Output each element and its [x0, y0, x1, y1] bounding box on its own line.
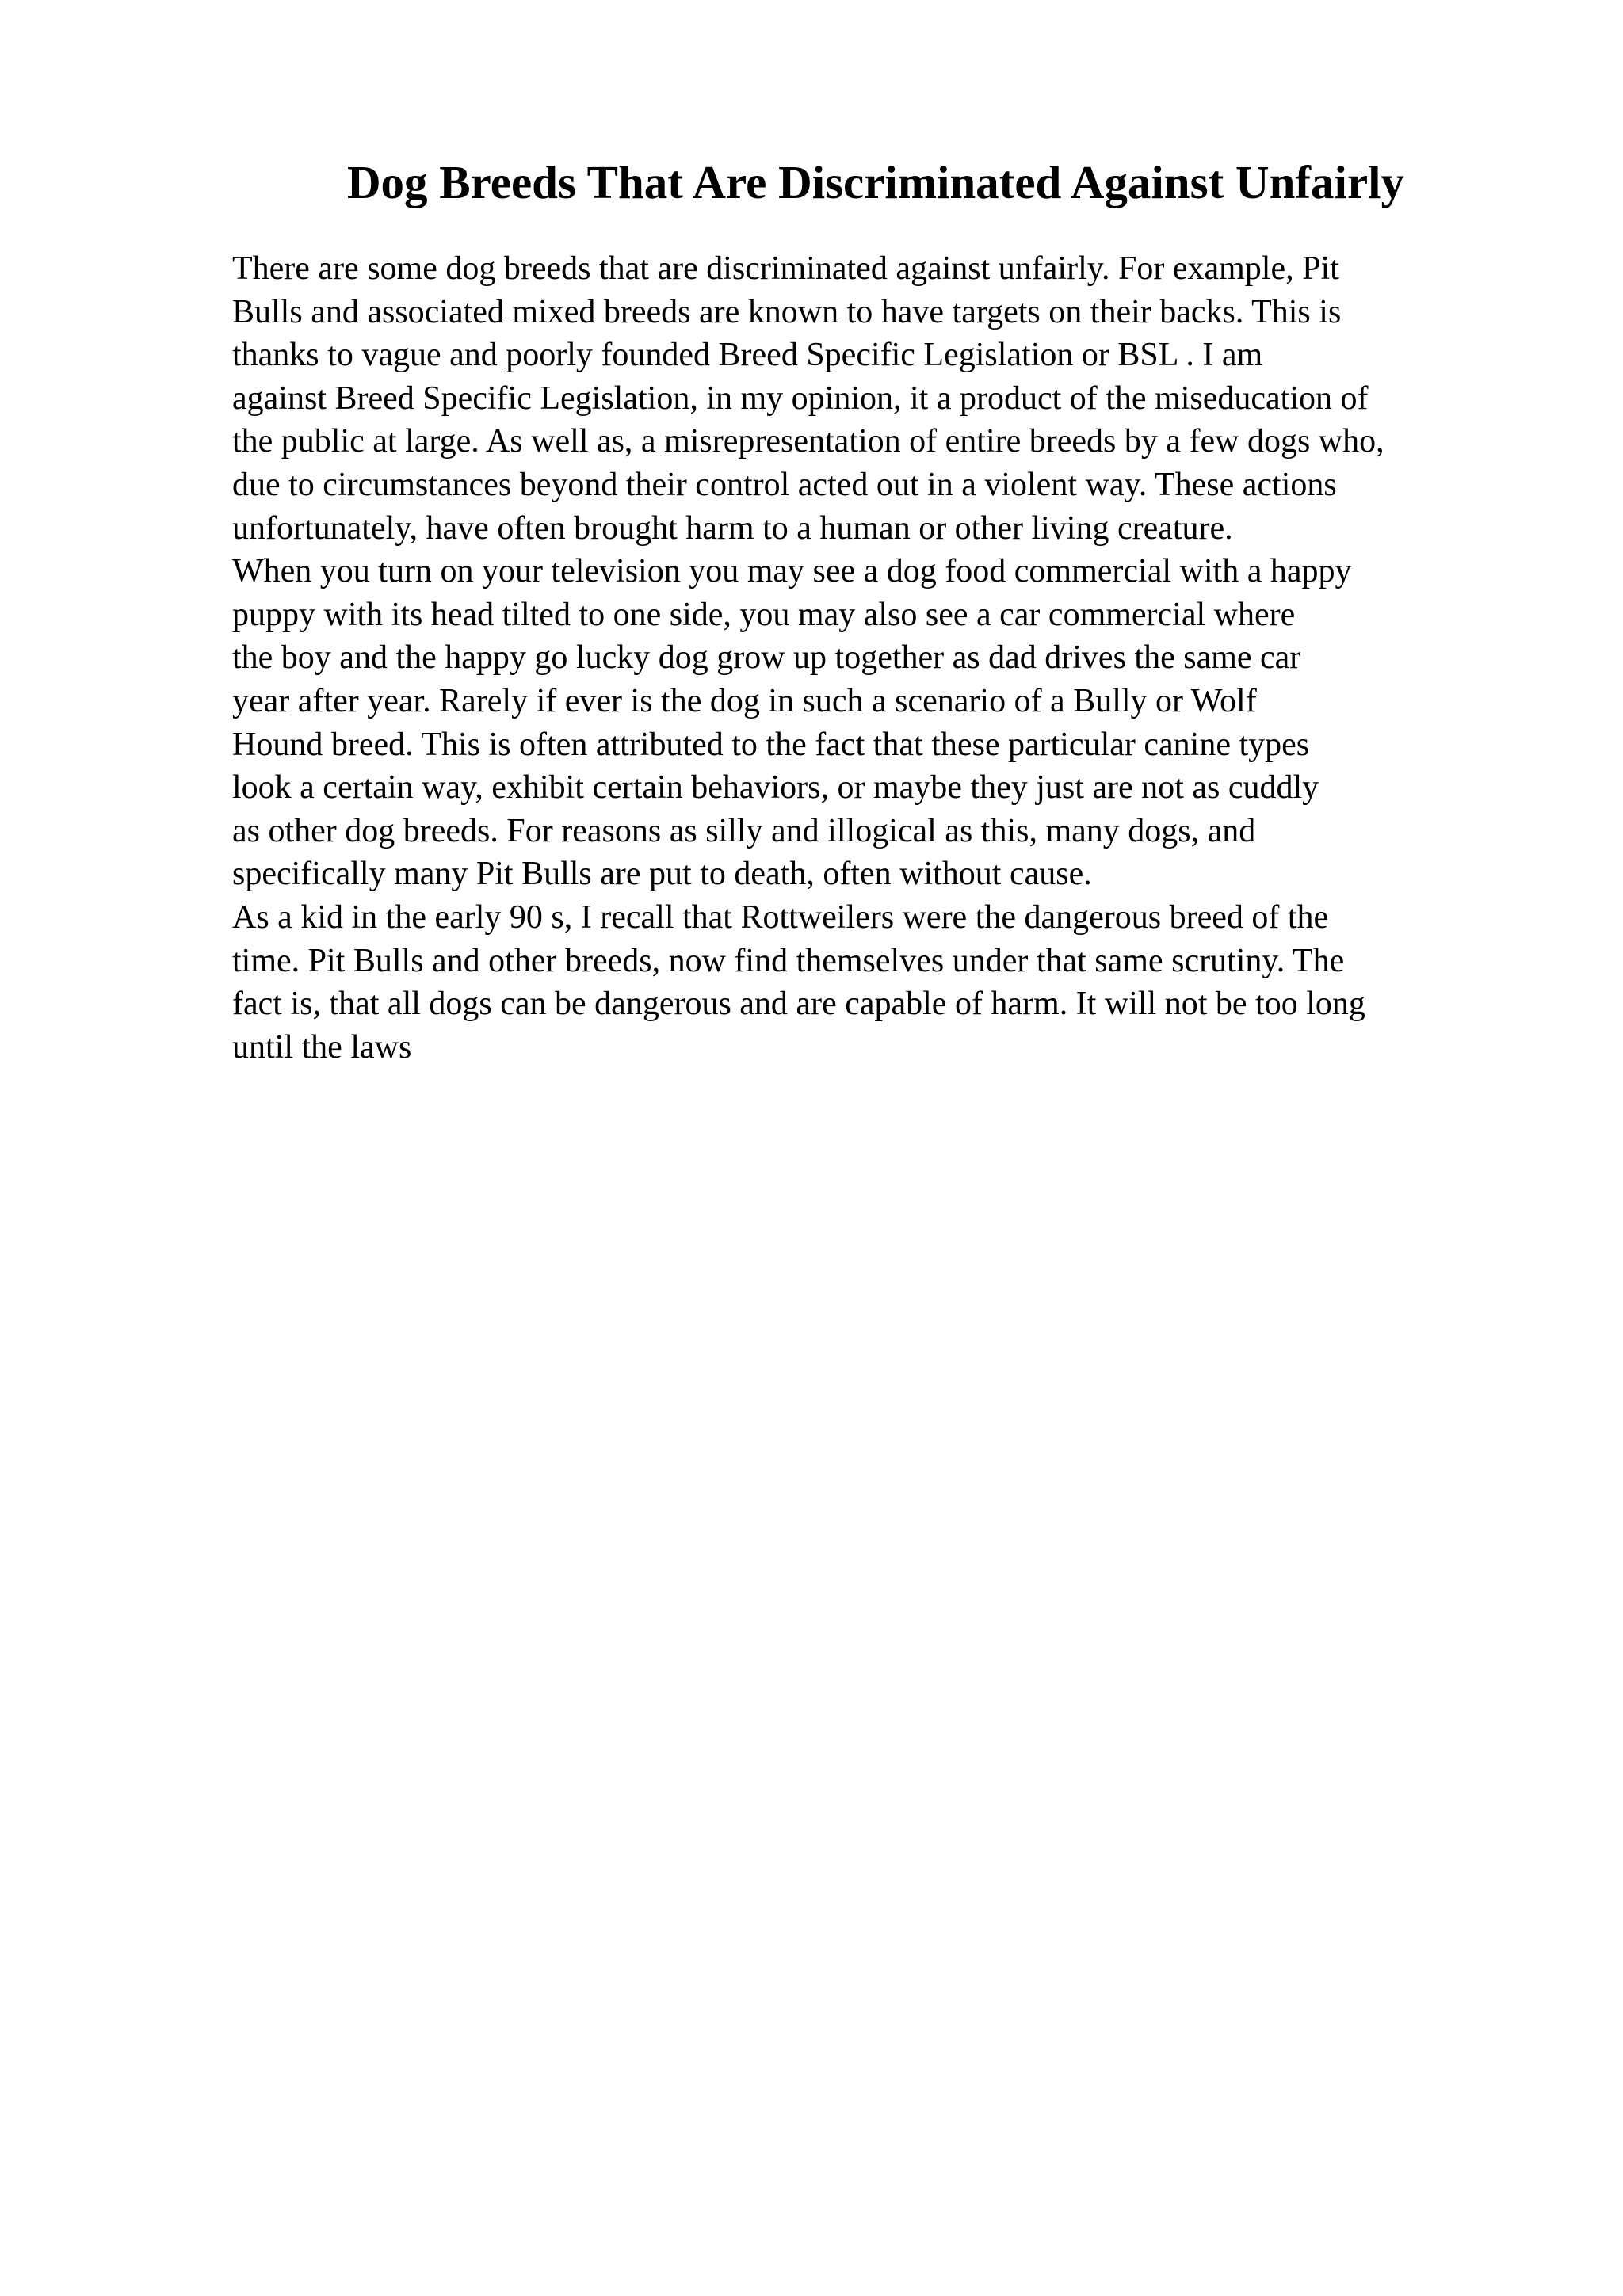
body-line: look a certain way, exhibit certain behaviors, or maybe they just are not as cuddly	[232, 769, 1319, 807]
body-line: thanks to vague and poorly founded Breed Specific Legislation or BSL . I am	[232, 337, 1263, 374]
body-line: unfortunately, have often brought harm to a human or other living creature.	[232, 509, 1233, 547]
body-line: as other dog breeds. For reasons as silly and illogical as this, many dogs, and	[232, 812, 1256, 849]
body-line: due to circumstances beyond their control acted out in a violent way. These actions	[232, 466, 1337, 503]
body-line: the public at large. As well as, a misrepresentation of entire breeds by a few dogs who,	[232, 423, 1384, 460]
body-line: time. Pit Bulls and other breeds, now find themselves under that same scrutiny. The	[232, 942, 1345, 979]
body-line: As a kid in the early 90 s, I recall that Rottweilers were the dangerous breed of the	[232, 898, 1329, 936]
body-line: Hound breed. This is often attributed to the fact that these particular canine types	[232, 726, 1310, 763]
document-title: Dog Breeds That Are Discriminated Against Unfairly	[346, 156, 1405, 208]
body-line: year after year. Rarely if ever is the dog in such a scenario of a Bully or Wolf	[232, 682, 1257, 719]
body-line: until the laws	[232, 1028, 412, 1066]
body-line: There are some dog breeds that are discriminated against unfairly. For example, Pit	[232, 250, 1339, 287]
body-line: specifically many Pit Bulls are put to death, often without cause.	[232, 856, 1092, 893]
body-line: fact is, that all dogs can be dangerous and are capable of harm. It will not be too long	[232, 986, 1365, 1023]
body-line: puppy with its head tilted to one side, you may also see a car commercial where	[232, 596, 1296, 633]
body-line: Bulls and associated mixed breeds are known to have targets on their backs. This is	[232, 293, 1342, 330]
body-line: When you turn on your television you may see a dog food commercial with a happy	[232, 553, 1352, 590]
body-line: the boy and the happy go lucky dog grow up together as dad drives the same car	[232, 639, 1301, 677]
document-body	[232, 247, 1384, 1069]
body-line: against Breed Specific Legislation, in my opinion, it a product of the miseducation of	[232, 379, 1369, 417]
